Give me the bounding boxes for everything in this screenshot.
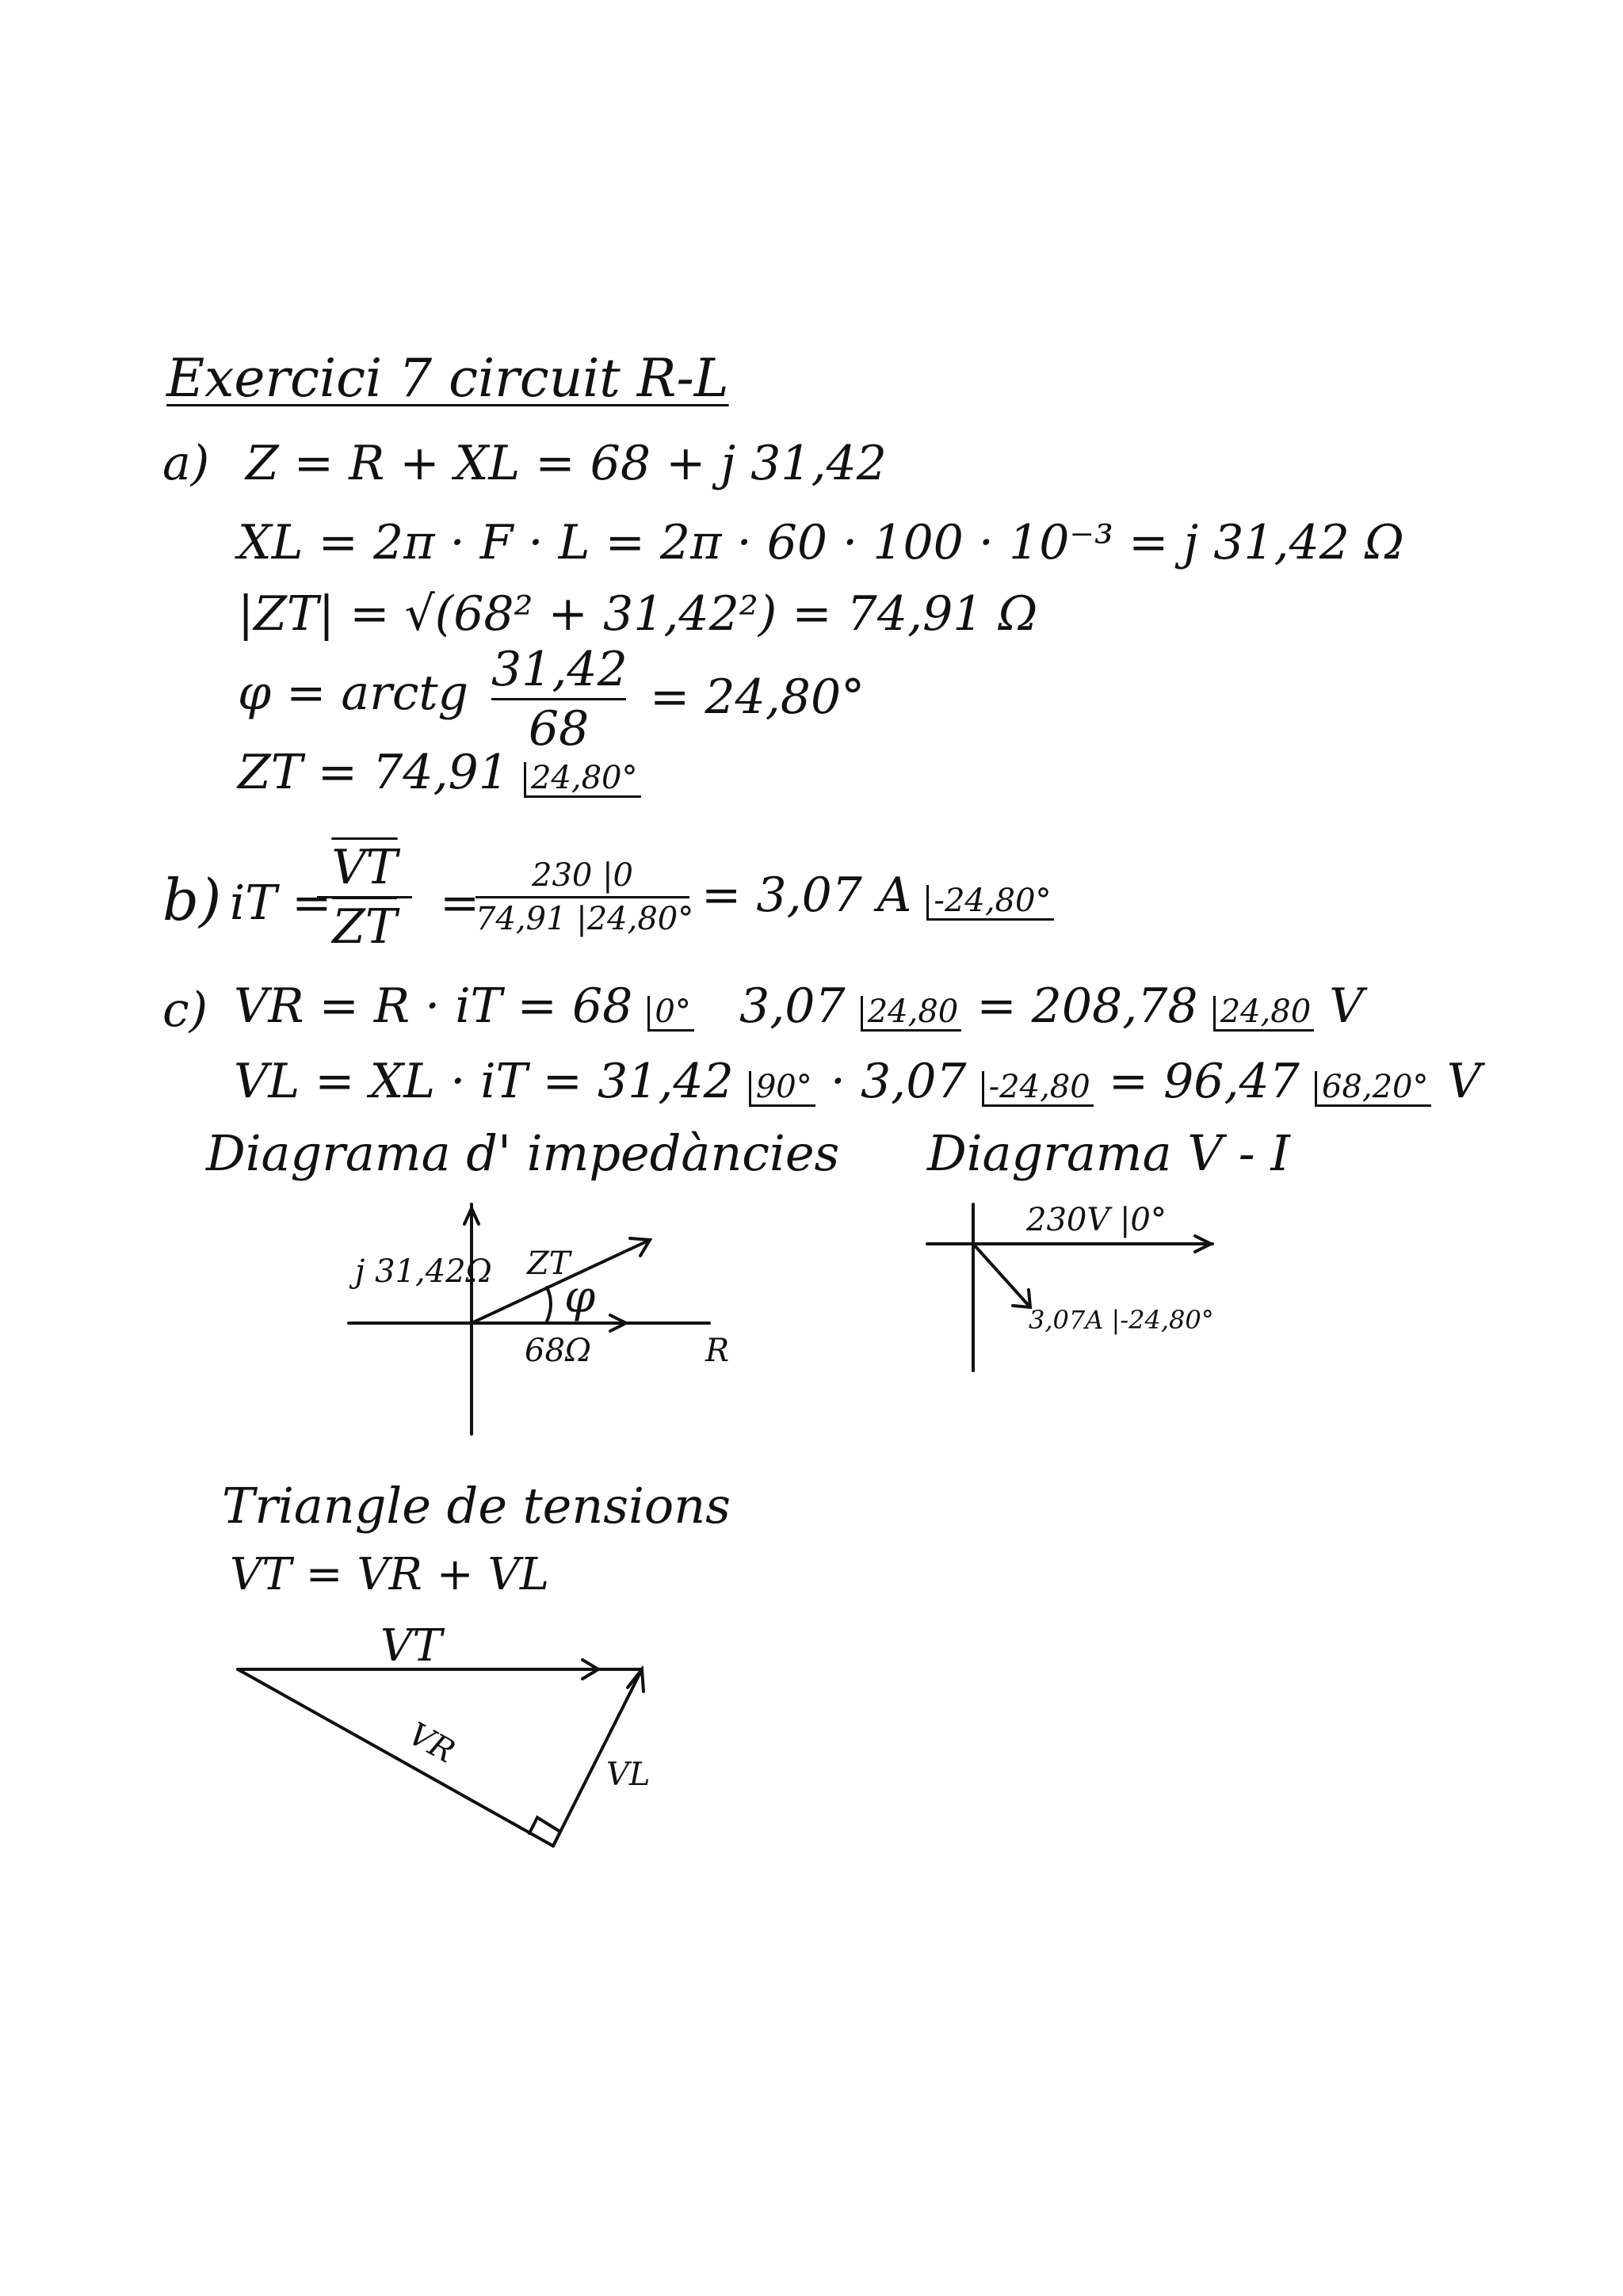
- vl-unit: V: [1446, 1054, 1481, 1109]
- vl-lhs: VL = XL · iT = 31,42: [234, 1054, 734, 1109]
- vr-side: [238, 1669, 553, 1846]
- vr-unit: V: [1329, 978, 1364, 1034]
- vr-angle-3: 24,80: [1213, 996, 1315, 1032]
- current-lhs: iT =: [230, 875, 332, 931]
- phi-label: φ = arctg: [238, 666, 469, 721]
- current-phasor: [973, 1244, 1030, 1307]
- current-result-angle: -24,80°: [926, 885, 1054, 921]
- vl-angle-1: 90°: [749, 1071, 815, 1107]
- vi-diagram-title: Diagrama V - I: [927, 1124, 1290, 1182]
- voltage-numerator: 230 |0: [532, 857, 633, 894]
- vl-angle-3: 68,20°: [1315, 1071, 1432, 1107]
- vr-label: VR: [402, 1715, 461, 1771]
- impedance-modulus-equation: |ZT| = √(68² + 31,42²) = 74,91 Ω: [238, 586, 1038, 642]
- vt-numerator: $\overline{VT}$: [331, 840, 398, 895]
- voltage-sum-equation: VT = VR + VL: [230, 1549, 550, 1600]
- part-a-label: a): [162, 436, 210, 491]
- part-b-label: b): [162, 867, 222, 933]
- impedance-diagram-title: Diagrama d' impedàncies: [206, 1124, 840, 1182]
- vl-label: VL: [606, 1756, 651, 1793]
- zt-vector-label: ZT: [527, 1245, 571, 1282]
- zt-angle: 24,80°: [524, 762, 641, 798]
- zt-result-value: ZT = 74,91: [238, 745, 509, 800]
- zt-denominator: ZT: [332, 899, 397, 955]
- voltage-phasor-label: 230V |0°: [1026, 1202, 1167, 1238]
- vt-label: VT: [380, 1620, 442, 1672]
- impedance-equation: Z = R + XL = 68 + j 31,42: [246, 436, 887, 491]
- exercise-title: Exercici 7 circuit R-L: [166, 348, 729, 409]
- vr-angle-1: 0°: [647, 996, 693, 1032]
- phi-arc: [547, 1287, 551, 1322]
- real-axis-label: R: [705, 1333, 730, 1369]
- part-c-label: c): [162, 982, 208, 1038]
- vl-result: = 96,47: [1108, 1054, 1300, 1109]
- vr-lhs: VR = R · iT = 68: [234, 978, 633, 1034]
- vr-current: 3,07: [739, 978, 846, 1034]
- vl-angle-2: -24,80: [982, 1071, 1094, 1107]
- vr-angle-2: 24,80: [861, 996, 962, 1032]
- vl-current: · 3,07: [830, 1054, 967, 1109]
- phi-angle-label: φ: [564, 1272, 596, 1323]
- phi-numerator: 31,42: [491, 642, 628, 697]
- imag-axis-label: j 31,42Ω: [355, 1253, 492, 1290]
- current-phasor-label: 3,07A |-24,80°: [1029, 1305, 1214, 1335]
- vr-result: = 208,78: [976, 978, 1198, 1034]
- equals-sign: =: [440, 875, 480, 931]
- voltage-triangle-title: Triangle de tensions: [222, 1477, 731, 1535]
- reactance-equation: XL = 2π · F · L = 2π · 60 · 100 · 10⁻³ = j 31,42 Ω: [238, 515, 1404, 570]
- phi-result: = 24,80°: [650, 669, 865, 725]
- impedance-denominator: 74,91 |24,80°: [475, 901, 694, 937]
- current-result-value: = 3,07 A: [701, 868, 912, 923]
- phi-denominator: 68: [528, 701, 590, 757]
- resistance-value-label: 68Ω: [525, 1333, 592, 1369]
